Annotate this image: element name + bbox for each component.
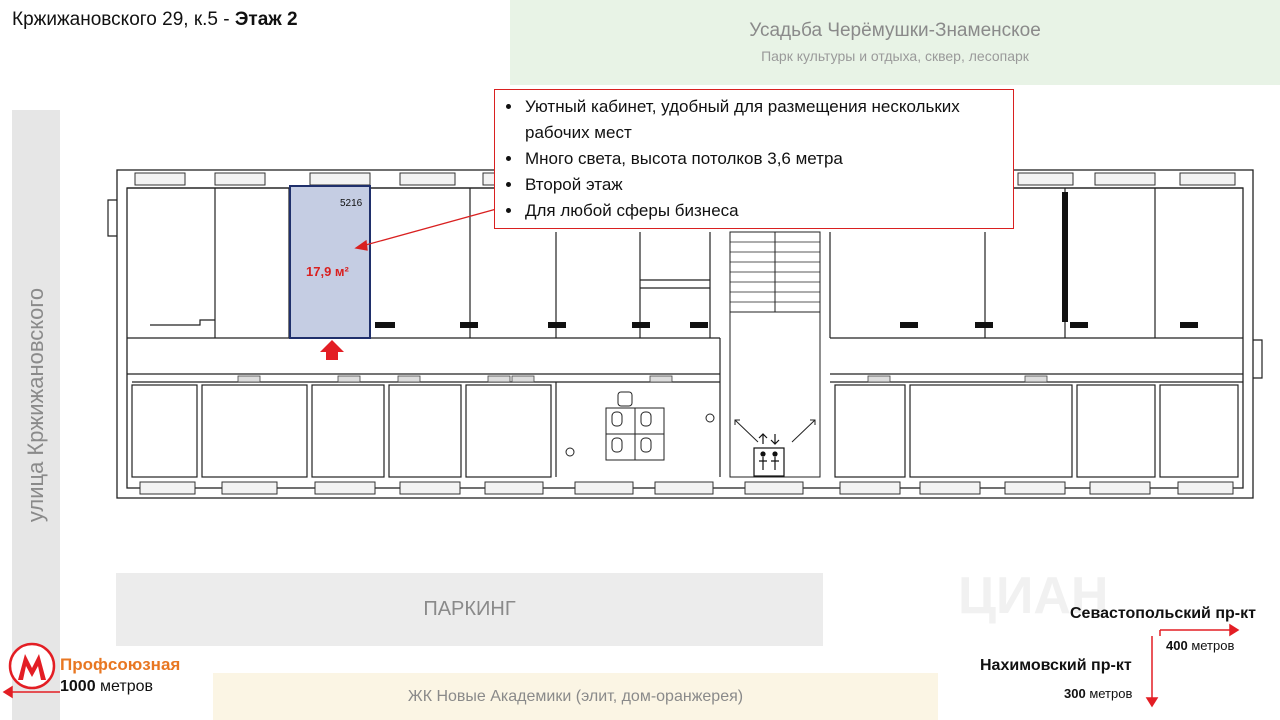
- park-name: Усадьба Черёмушки-Знаменское: [749, 20, 1041, 41]
- room-area: 17,9 м²: [306, 264, 349, 279]
- metro-distance: [60, 678, 153, 696]
- metro-station-name: Профсоюзная: [60, 655, 181, 674]
- partitions-bottom: [132, 338, 1238, 477]
- parking-label: ПАРКИНГ: [423, 598, 516, 620]
- road-name-sevastopolsky: Севастопольский пр-кт: [1070, 605, 1256, 622]
- toilet-stalls-icon: [566, 392, 714, 460]
- street-label: улица Кржижановского: [23, 287, 48, 523]
- park-subtitle: Парк культуры и отдыха, сквер, лесопарк: [761, 48, 1029, 64]
- residential-label: ЖК Новые Академики (элит, дом-оранжерея): [407, 688, 744, 705]
- feature-item: • Уютный кабинет, удобный для размещения нескольких рабочих мест: [523, 94, 1003, 146]
- entrance-arrow-icon: [320, 340, 344, 360]
- office-5216: [290, 186, 370, 338]
- floor-text: Этаж 2: [234, 9, 298, 30]
- corridor: [127, 338, 1243, 382]
- feature-item: • Много света, высота потолков 3,6 метра: [523, 146, 1003, 172]
- features-list: [503, 94, 1003, 224]
- road-distance-unit: метров: [1187, 638, 1235, 653]
- residential-complex: [213, 673, 938, 720]
- callout-pointer: [356, 208, 500, 250]
- road-distance-sevastopolsky: [1166, 638, 1234, 653]
- feature-item: • Второй этаж: [523, 172, 1003, 198]
- room-number: 5216: [340, 198, 363, 209]
- address-text: Кржижановского 29, к.5 -: [12, 9, 235, 30]
- road-distance-value: 300: [1064, 686, 1086, 701]
- parking-area: [116, 573, 823, 646]
- feature-item: • Для любой сферы бизнеса: [523, 198, 1003, 224]
- road-distance-nakhimovsky: [1064, 686, 1132, 701]
- metro-distance-value: 1000: [60, 678, 96, 695]
- metro-distance-unit: метров: [95, 678, 154, 695]
- elevator-icon: [754, 434, 784, 476]
- metro-m-icon: [10, 644, 54, 688]
- door-hatches: [238, 376, 1047, 382]
- watermark-text: ЦИАН: [958, 567, 1109, 625]
- road-distance-unit: метров: [1085, 686, 1133, 701]
- road-distance-value: 400: [1166, 638, 1188, 653]
- road-name-nakhimovsky: Нахимовский пр-кт: [980, 657, 1132, 674]
- features-callout: [494, 89, 1014, 229]
